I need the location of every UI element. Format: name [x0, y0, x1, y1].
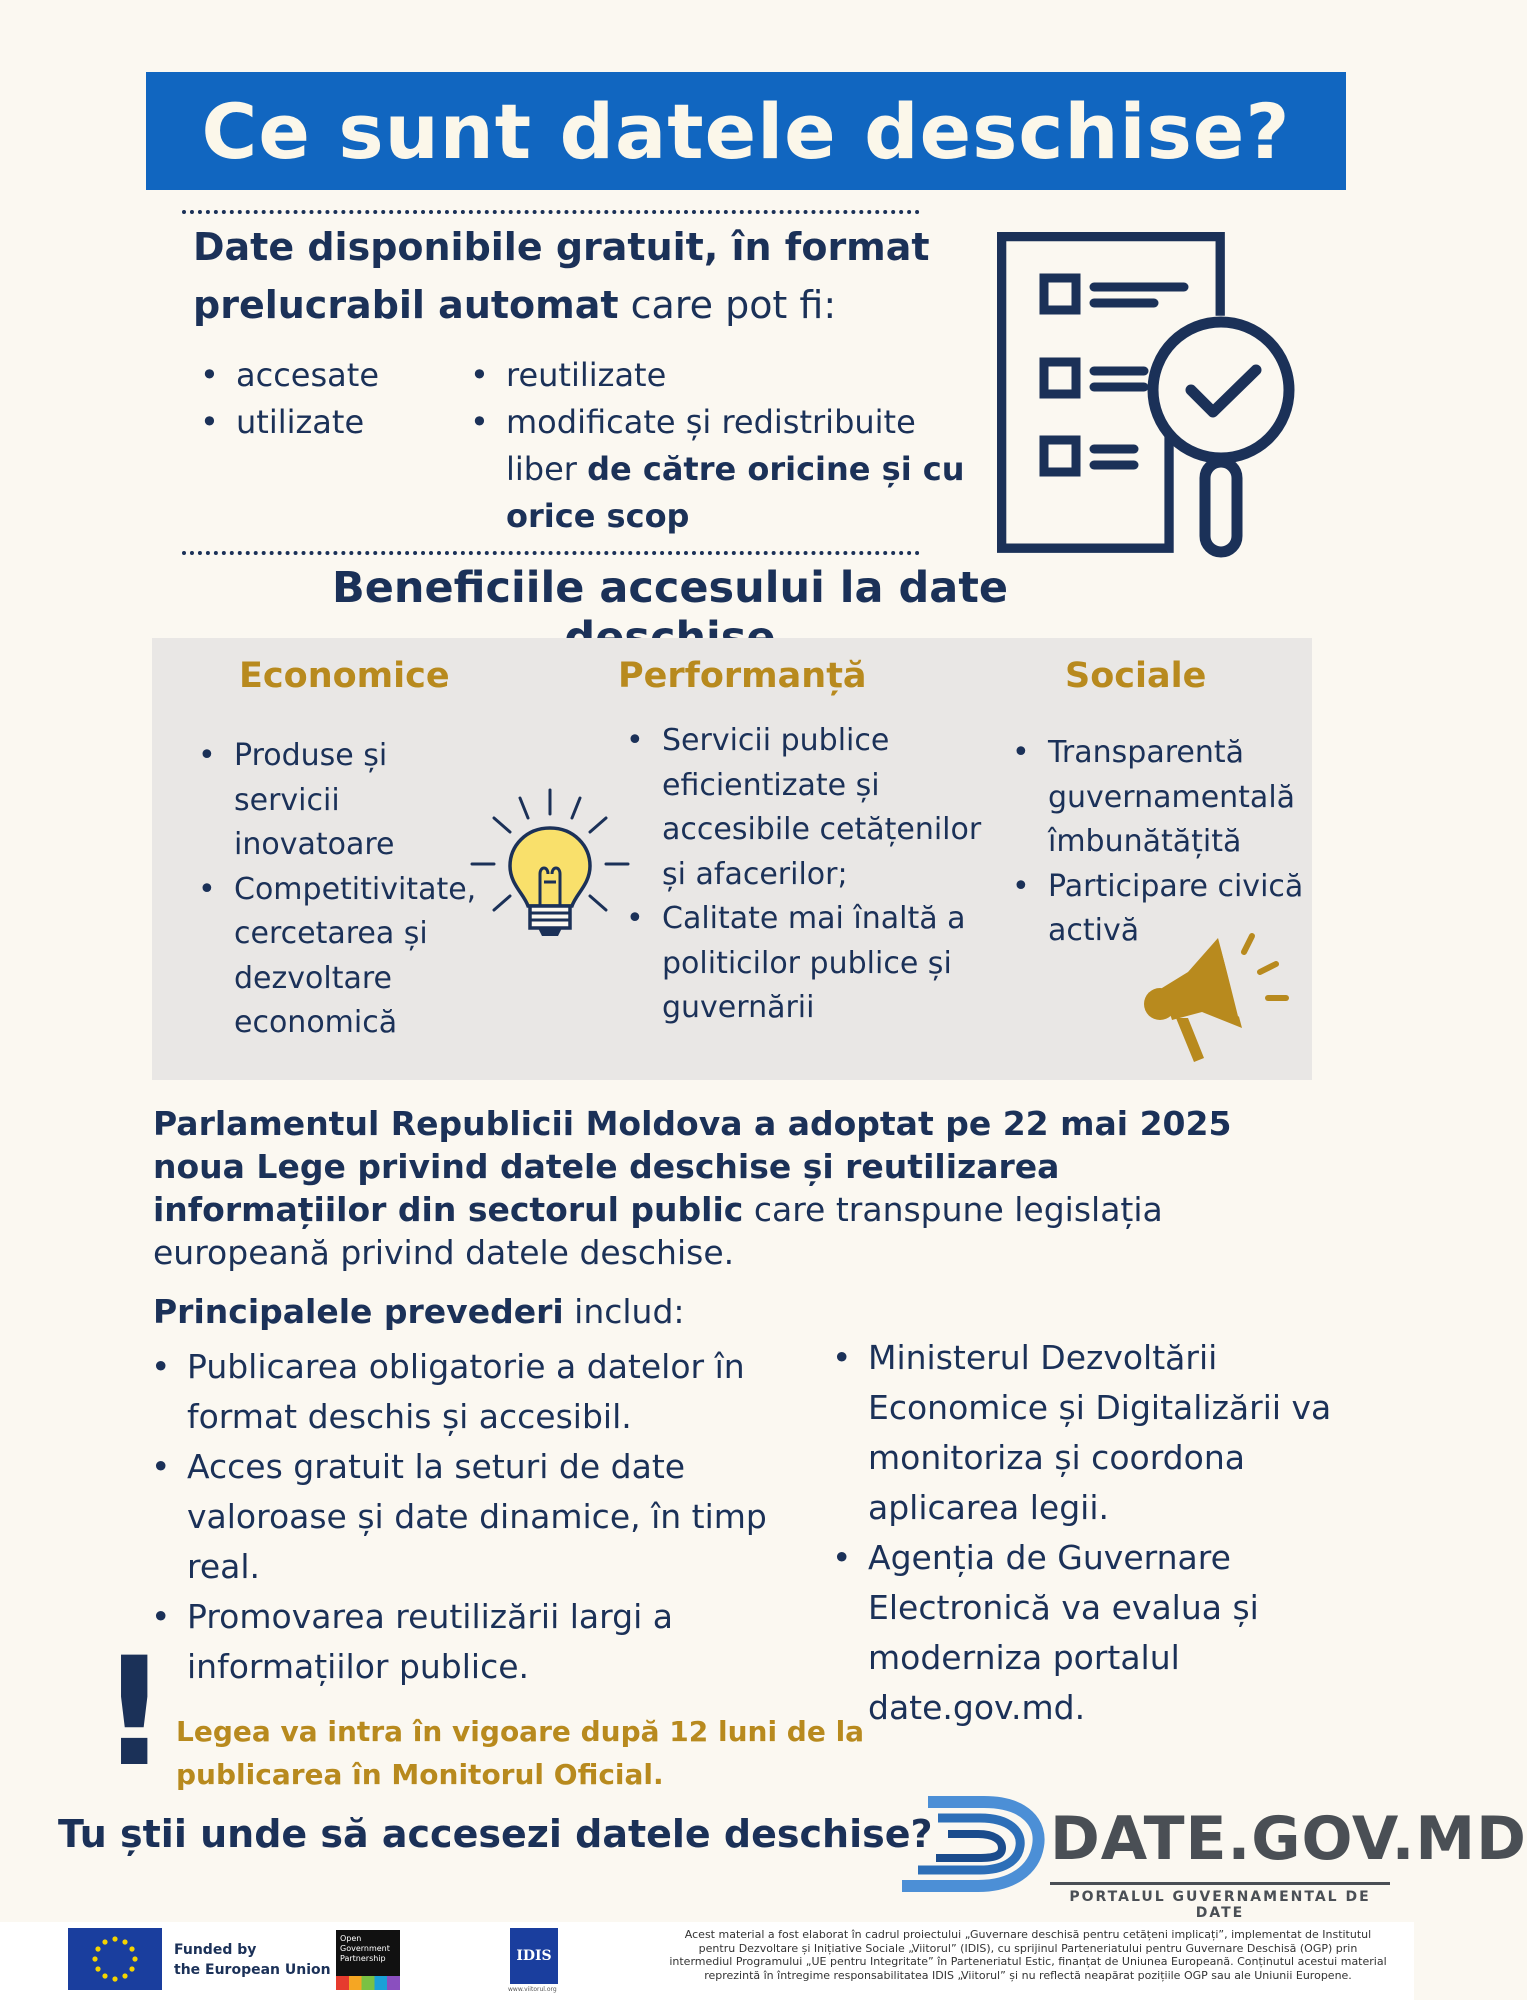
uses-list-right	[466, 352, 986, 540]
list-item: • Servicii publice eficientizate și accesibile cetățenilor și afacerilor;	[622, 719, 982, 897]
provisions-list-right	[828, 1333, 1348, 1733]
divider-bottom	[182, 551, 920, 555]
law-paragraph	[153, 1102, 1303, 1274]
logo-subtitle: PORTALUL GUVERNAMENTAL DE DATE	[1050, 1882, 1390, 1921]
ogp-label: Open Government Partnership	[340, 1934, 390, 1963]
list-item: • utilizate	[196, 399, 379, 446]
provisions-heading-bold: Principalele prevederi	[153, 1292, 564, 1331]
checklist-magnifier-icon	[994, 230, 1314, 565]
list-item: • Transparentă guvernamentală îmbunătățită	[1008, 731, 1308, 865]
divider-top	[182, 210, 920, 214]
lightbulb-icon	[470, 786, 630, 946]
benefit-heading-performanta: Performanță	[618, 656, 867, 696]
logo-name: DATE.GOV.MD	[1050, 1804, 1527, 1874]
question-text: Tu știi unde să accesezi datele deschise?	[58, 1812, 933, 1856]
list-item: • Calitate mai înaltă a politicilor publice și guvernării	[622, 897, 982, 1031]
intro-bold: Date disponibile gratuit, în format prelucrabil automat	[193, 225, 930, 327]
law-rest: care transpune legislația europeană privind datele deschise.	[153, 1190, 1163, 1272]
provisions-heading-rest: includ:	[563, 1292, 685, 1331]
provisions-heading	[153, 1290, 685, 1334]
list-item: • Promovarea reutilizării largi a informațiilor publice.	[147, 1592, 767, 1692]
idis-label: IDIS	[516, 1948, 552, 1964]
eu-line-1: Funded by	[174, 1942, 257, 1958]
law-bold: Parlamentul Republicii Moldova a adoptat pe 22 mai 2025 noua Lege privind datele deschise și reutilizarea informațiilor din sectorul public	[153, 1104, 1232, 1229]
benefits-title: Beneficiile accesului la date	[331, 563, 1009, 613]
page-title: Ce sunt datele deschise?	[146, 72, 1346, 190]
eu-flag-icon	[68, 1928, 162, 1990]
provisions-list-left	[147, 1342, 767, 1692]
list-item: • accesate	[196, 352, 379, 399]
intro-rest: care pot fi:	[618, 283, 837, 327]
exclamation-icon: !	[100, 1626, 169, 1800]
ogp-stripe	[336, 1976, 400, 1990]
list-item	[466, 399, 986, 540]
benefit-heading-economice: Economice	[239, 656, 450, 696]
idis-logo	[510, 1928, 558, 1984]
list-item: • Ministerul Dezvoltării Economice și Digitalizării va monitoriza și coordona aplicarea legii.	[828, 1333, 1348, 1533]
list-item-text: modificate și redistribuite liber	[506, 403, 916, 488]
list-item: • Produse și servicii inovatoare	[194, 734, 484, 868]
list-item: • Acces gratuit la seturi de date valoroase și date dinamice, în timp real.	[147, 1442, 767, 1592]
eu-line-2: the European Union	[174, 1962, 331, 1978]
list-item: • Agenția de Guvernare Electronică va evalua și moderniza portalul date.gov.md.	[828, 1533, 1348, 1733]
list-item: • Competitivitate, cercetarea și dezvoltare economică	[194, 868, 484, 1046]
benefit-heading-sociale: Sociale	[1065, 656, 1207, 696]
warning-text: Legea va intra în vigoare după 12 luni de la publicarea în Monitorul Oficial.	[176, 1715, 865, 1791]
list-item: • Participare civică activă	[1008, 865, 1308, 954]
benefit-list-sociale	[1008, 731, 1308, 954]
list-item: • Publicarea obligatorie a datelor în format deschis și accesibil.	[147, 1342, 767, 1442]
list-item-bold: de către oricine și cu orice scop	[506, 450, 965, 535]
megaphone-icon	[1142, 928, 1292, 1068]
benefit-list-economice	[194, 734, 484, 1046]
benefit-list-performanta	[622, 719, 982, 1031]
eu-funding-label	[174, 1940, 331, 1980]
intro-text	[193, 218, 953, 334]
uses-list-left	[196, 352, 379, 446]
idis-url: www.viitorul.org	[508, 1986, 557, 1993]
date-gov-md-logo-icon	[898, 1796, 1048, 1892]
list-item: • reutilizate	[466, 352, 986, 399]
footer-disclaimer: Acest material a fost elaborat în cadrul proiectului „Guvernare deschisă pentru cetățeni implicați”, implementat de Institutul pentru Dezvoltare și Inițiative Sociale „Viitorul” (IDIS), cu sprijinul Parteneriatului pentru Guvernare Deschisă (OGP) prin intermediul Programului „UE pentru Integritate” în Parteneriatul Estic, finanțat de Uniunea Europeană. Conținutul acestui material reprezintă în întregime responsabilitatea IDIS „Viitorul” și nu reflectă neapărat pozițiile OGP sau ale Uniunii Europene.	[669, 1928, 1387, 1982]
